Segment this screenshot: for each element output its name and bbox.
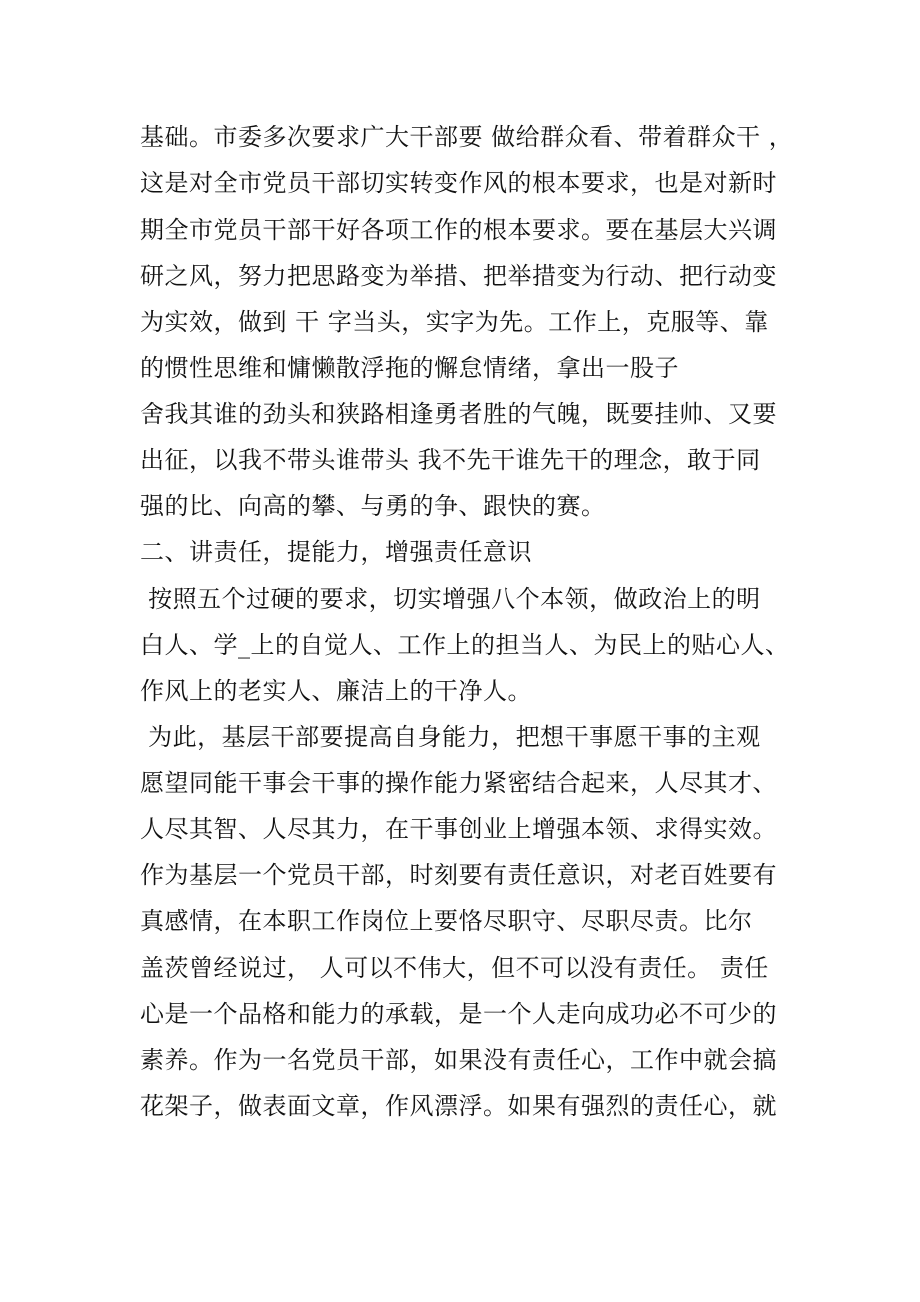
text-line: 期全市党员干部干好各项工作的根本要求。要在基层大兴调 <box>140 216 777 244</box>
text-line: 这是对全市党员干部切实转变作风的根本要求，也是对新时 <box>140 169 777 197</box>
text-line: 出征，以我不带头谁带头 我不先干谁先干的理念，敢于同 <box>140 446 761 474</box>
text-line: 基础。市委多次要求广大干部要 做给群众看、带着群众干 ， <box>140 123 794 151</box>
text-line: 强的比、向高的攀、与勇的争、跟快的赛。 <box>140 492 606 520</box>
text-line: 人尽其智、人尽其力，在干事创业上增强本领、求得实效。 <box>140 815 777 843</box>
text-line: 素养。作为一名党员干部，如果没有责任心，工作中就会搞 <box>140 1046 777 1074</box>
text-line: 花架子，做表面文章，作风漂浮。如果有强烈的责任心，就 <box>140 1092 777 1120</box>
text-line: 为实效，做到 干 字当头，实字为先。工作上，克服等、靠 <box>140 308 769 336</box>
text-line: 心是一个品格和能力的承载，是一个人走向成功必不可少的 <box>140 1000 777 1028</box>
text-line: 盖茨曾经说过， 人可以不伟大，但不可以没有责任。 责任 <box>140 954 769 982</box>
text-line: 真感情，在本职工作岗位上要恪尽职守、尽职尽责。比尔 <box>140 907 753 935</box>
text-line: 作为基层一个党员干部，时刻要有责任意识，对老百姓要有 <box>140 861 777 889</box>
text-line: 研之风，努力把思路变为举措、把举措变为行动、把行动变 <box>140 262 777 290</box>
text-line: 作风上的老实人、廉洁上的干净人。 <box>140 677 532 705</box>
text-line: 的惯性思维和慵懒散浮拖的懈怠情绪，拿出一股子 <box>140 354 679 382</box>
text-line: 白人、学_上的自觉人、工作上的担当人、为民上的贴心人、 <box>140 631 790 659</box>
text-line: 愿望同能干事会干事的操作能力紧密结合起来，人尽其才、 <box>140 769 777 797</box>
text-line: 舍我其谁的劲头和狭路相逢勇者胜的气魄，既要挂帅、又要 <box>140 400 777 428</box>
text-line: 为此，基层干部要提高自身能力，把想干事愿干事的主观 <box>140 723 761 751</box>
section-heading: 二、讲责任，提能力，增强责任意识 <box>140 538 532 566</box>
text-line: 按照五个过硬的要求，切实增强八个本领，做政治上的明 <box>140 585 761 613</box>
